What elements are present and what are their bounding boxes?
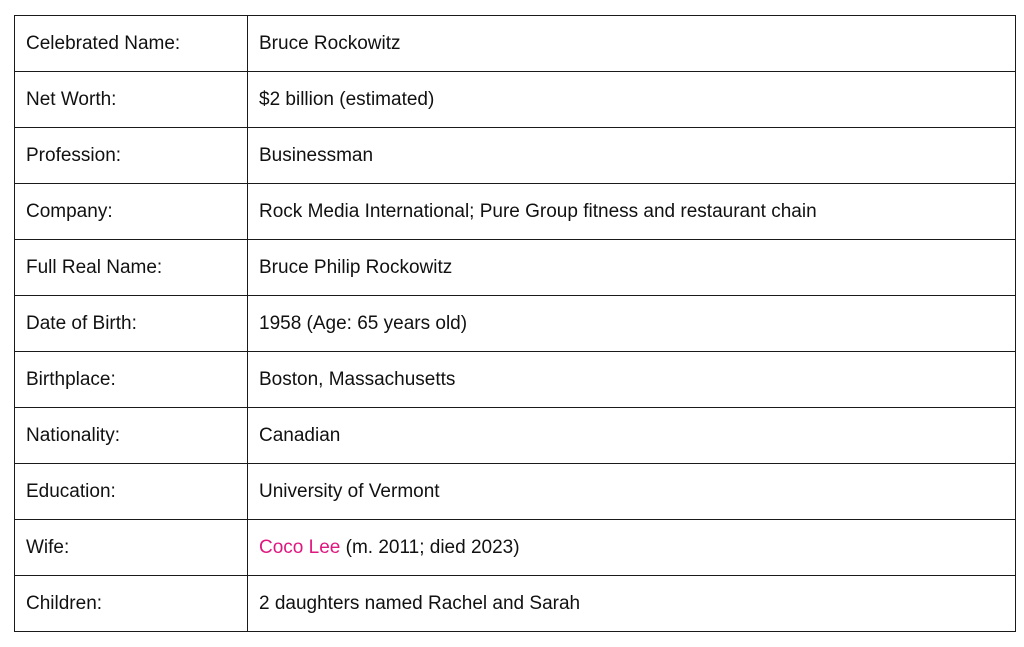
row-label: Wife: (15, 520, 248, 576)
row-value (248, 520, 1016, 576)
row-value: $2 billion (estimated) (248, 72, 1016, 128)
row-label: Celebrated Name: (15, 16, 248, 72)
table-row (15, 16, 1016, 72)
wife-name-link[interactable]: Coco Lee (259, 536, 341, 558)
row-label: Education: (15, 464, 248, 520)
profile-info-table (14, 15, 1016, 632)
row-label: Date of Birth: (15, 296, 248, 352)
row-value: Canadian (248, 408, 1016, 464)
row-value: 1958 (Age: 65 years old) (248, 296, 1016, 352)
table-row (15, 520, 1016, 576)
row-label: Nationality: (15, 408, 248, 464)
table-row (15, 72, 1016, 128)
table-row (15, 464, 1016, 520)
table-row (15, 352, 1016, 408)
table-row (15, 408, 1016, 464)
row-value: Businessman (248, 128, 1016, 184)
wife-marriage-details: (m. 2011; died 2023) (340, 536, 520, 558)
row-value: Bruce Rockowitz (248, 16, 1016, 72)
row-value: 2 daughters named Rachel and Sarah (248, 576, 1016, 632)
row-label: Full Real Name: (15, 240, 248, 296)
row-value: University of Vermont (248, 464, 1016, 520)
row-value: Bruce Philip Rockowitz (248, 240, 1016, 296)
row-value: Rock Media International; Pure Group fitness and restaurant chain (248, 184, 1016, 240)
table-row (15, 576, 1016, 632)
row-value: Boston, Massachusetts (248, 352, 1016, 408)
table-row (15, 296, 1016, 352)
row-label: Children: (15, 576, 248, 632)
table-row (15, 128, 1016, 184)
table-row (15, 184, 1016, 240)
row-label: Net Worth: (15, 72, 248, 128)
row-label: Company: (15, 184, 248, 240)
table-row (15, 240, 1016, 296)
row-label: Profession: (15, 128, 248, 184)
row-label: Birthplace: (15, 352, 248, 408)
